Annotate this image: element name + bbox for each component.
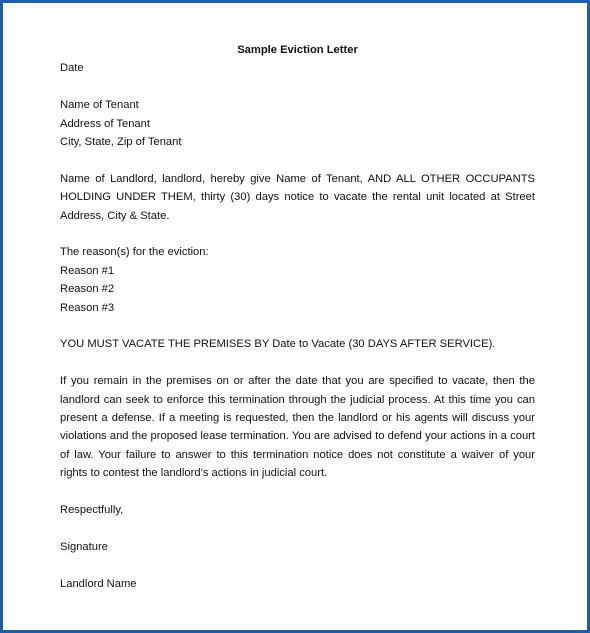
landlord-name: Landlord Name bbox=[60, 577, 137, 590]
document-title: Sample Eviction Letter bbox=[237, 44, 358, 56]
reason-item: Reason #3 bbox=[60, 301, 115, 314]
reason-item: Reason #1 bbox=[60, 264, 115, 277]
tenant-name: Name of Tenant bbox=[60, 99, 139, 112]
tenant-city: City, State, Zip of Tenant bbox=[60, 136, 182, 149]
reason-item: Reason #2 bbox=[60, 283, 115, 296]
date-line: Date bbox=[60, 62, 84, 75]
terms-paragraph: If you remain in the premises on or after the date that you are specified to vacate, then the landlord can seek to enforce this termination through the judicial process. At this time you can present a defense. If a meeting is requested, then the landlord or his agents will discuss your violations and the proposed lease termination. You are advised to defend your actions in a court of law. Your failure to answer to this termination notice does not constitute a waiver of your rights to contest the landlord’s actions in judicial court. bbox=[60, 375, 535, 480]
signature-line: Signature bbox=[60, 540, 108, 553]
closing-line: Respectfully, bbox=[60, 504, 124, 517]
vacate-line: YOU MUST VACATE THE PREMISES BY Date to Vacate (30 DAYS AFTER SERVICE). bbox=[60, 338, 496, 351]
tenant-address: Address of Tenant bbox=[60, 117, 150, 130]
reasons-heading: The reason(s) for the eviction: bbox=[60, 246, 209, 259]
notice-paragraph: Name of Landlord, landlord, hereby give Name of Tenant, AND ALL OTHER OCCUPANTS HOLDING UNDER THEM, thirty (30) days notice to vacate the rental unit located at Street Address, City & State. bbox=[60, 172, 535, 222]
eviction-letter bbox=[60, 41, 535, 593]
